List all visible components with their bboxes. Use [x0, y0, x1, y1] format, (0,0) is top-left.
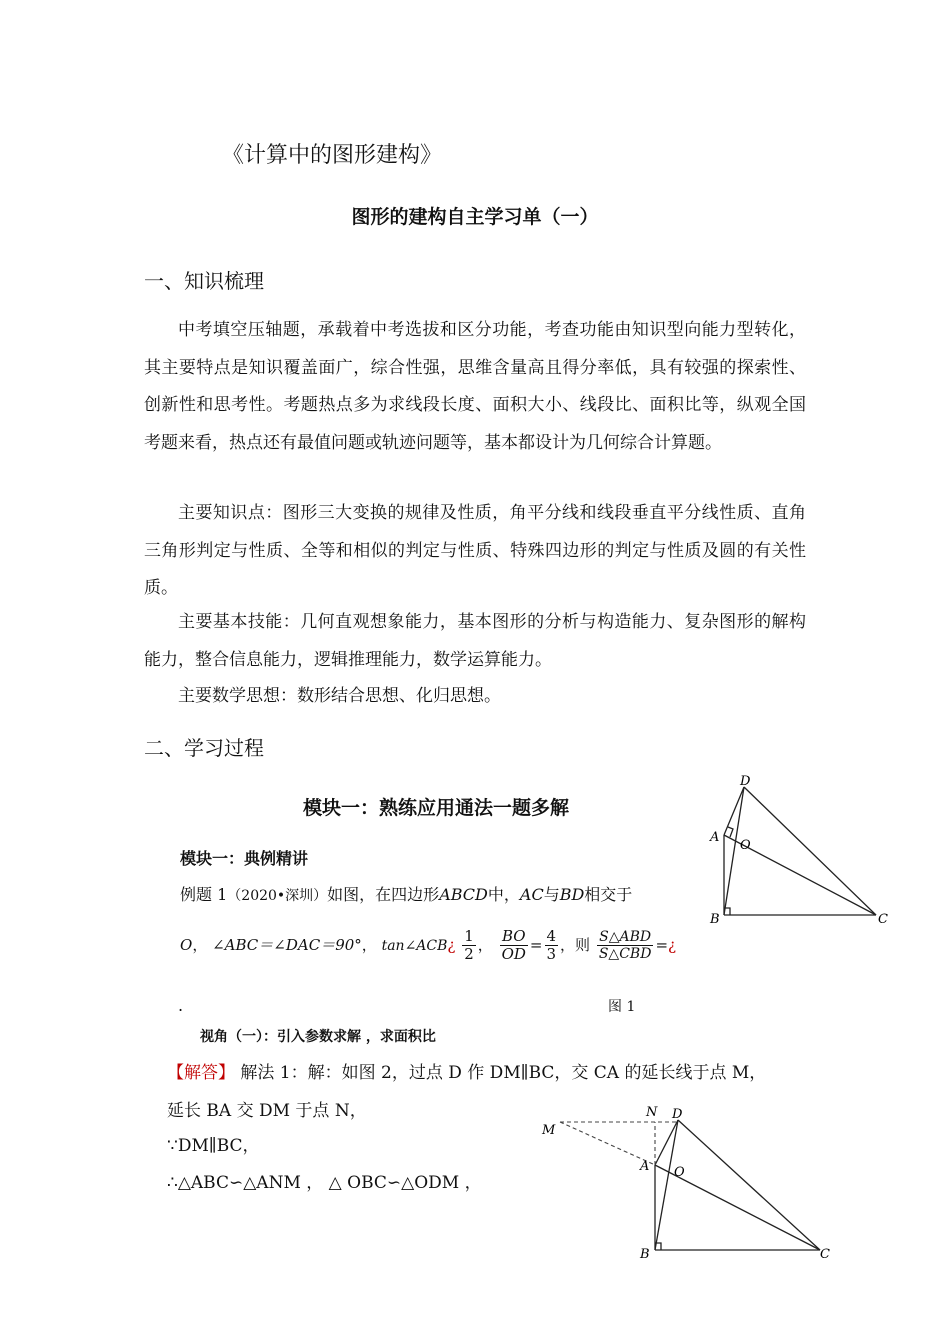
segment-ad	[724, 787, 744, 835]
label-m: M	[542, 1123, 556, 1138]
example-label: 例题 1	[180, 885, 228, 904]
quad-name: ABCD	[439, 885, 488, 904]
frac-num: BO	[500, 928, 528, 946]
equals: =	[529, 935, 543, 954]
fraction-four-thirds	[545, 928, 559, 964]
frac-den: S△CBD	[598, 946, 652, 963]
comma: ，	[361, 935, 377, 954]
label-d: D	[672, 1107, 683, 1122]
tan-expression: tan∠ACB	[381, 937, 448, 954]
frac-den: 2	[464, 945, 474, 964]
sheet-title: 图形的建构自主学习单（一）	[351, 206, 599, 228]
example-line-2	[180, 928, 676, 964]
fraction-one-half	[462, 928, 476, 964]
example-text: 中，	[487, 885, 520, 904]
label-a: A	[710, 830, 720, 845]
segment-cd	[744, 787, 876, 915]
paragraph-knowledge-points: 主要知识点：图形三大变换的规律及性质，角平分线和线段垂直平分线性质、直角三角形判定与性质、全等和相似的判定与性质、特殊四边形的判定与性质及圆的有关性质。	[144, 503, 806, 598]
paragraph-skills: 主要基本技能：几何直观想象能力，基本图形的分析与构造能力、复杂图形的解构能力，整合信息能力，逻辑推理能力，数学运算能力。	[144, 612, 806, 670]
example-text: 相交于	[584, 885, 633, 904]
segment-cd	[678, 1120, 820, 1250]
solution-text: 解法 1：解：如图 2，过点 D 作 DM∥BC，交 CA 的延长线于点 M，	[240, 1063, 767, 1083]
book-title: 《计算中的图形建构》	[222, 143, 443, 168]
glyph: ¿	[668, 935, 677, 954]
frac-den: OD	[501, 945, 526, 964]
label-b: B	[710, 912, 720, 927]
view1-title: 视角（一）：引入参数求解 ，求面积比	[200, 1029, 436, 1045]
label-n: N	[646, 1105, 658, 1120]
comma: ，	[477, 935, 493, 954]
solution-line-3: ∵DM∥BC，	[167, 1136, 260, 1156]
figure2-construction	[530, 1100, 850, 1265]
segment-bd-line	[655, 1120, 678, 1250]
equals: =	[655, 935, 669, 954]
frac-den: 3	[546, 945, 557, 964]
example-text: 与	[543, 885, 560, 904]
segment-ac: AC	[519, 885, 544, 904]
point-o: O	[180, 935, 193, 954]
comma: ，	[192, 935, 208, 954]
section2-heading: 二、学习过程	[144, 736, 264, 760]
frac-num: 1	[464, 927, 474, 945]
example-line-1	[180, 882, 632, 905]
answer-tag: 【解答】	[167, 1063, 235, 1083]
subsection-title: 模块一：典例精讲	[180, 849, 309, 868]
label-d: D	[740, 775, 751, 789]
label-c: C	[820, 1247, 830, 1262]
label-a: A	[640, 1159, 650, 1174]
figure1-quadrilateral	[700, 775, 900, 935]
right-angle-a	[728, 827, 733, 837]
solution-line-4: ∴△ABC∽△ANM ， △ OBC∽△ODM ，	[167, 1173, 482, 1193]
label-o: O	[674, 1165, 685, 1180]
module-title: 模块一：熟练应用通法一题多解	[303, 797, 570, 819]
paragraph-thinking: 主要数学思想：数形结合思想、化归思想。	[178, 686, 501, 706]
angle-condition: ∠ABC＝∠DAC＝90°	[212, 935, 362, 954]
label-c: C	[878, 912, 888, 927]
solution-line-2: 延长 BA 交 DM 于点 N，	[167, 1101, 367, 1121]
figure1-caption: 图 1	[608, 999, 636, 1015]
frac-num: S△ABD	[597, 929, 654, 946]
frac-num: 4	[546, 927, 557, 945]
section1-heading: 一、知识梳理	[144, 269, 264, 293]
example-period: .	[178, 996, 184, 1015]
paragraph-intro: 中考填空压轴题，承载着中考选拔和区分功能，考查功能由知识型向能力型转化，其主要特点是知识覆盖面广，综合性强，思维含量高且得分率低，具有较强的探索性、创新性和思考性。考题热点多为求线段长度、面积大小、线段比、面积比等，纵观全国考题来看，热点还有最值问题或轨迹问题等，基本都设计为几何综合计算题。	[144, 320, 806, 453]
glyph: ¿	[447, 935, 456, 954]
example-source: （2020•深圳）	[227, 888, 328, 904]
label-b: B	[640, 1247, 650, 1262]
segment-bd: BD	[559, 885, 585, 904]
fraction-bo-od	[500, 928, 528, 964]
then-text: ，则	[560, 935, 591, 954]
example-text: 如图，在四边形	[327, 885, 440, 904]
solution-line-1	[167, 1058, 766, 1083]
fraction-area-ratio	[597, 929, 654, 962]
label-o: O	[740, 838, 751, 853]
